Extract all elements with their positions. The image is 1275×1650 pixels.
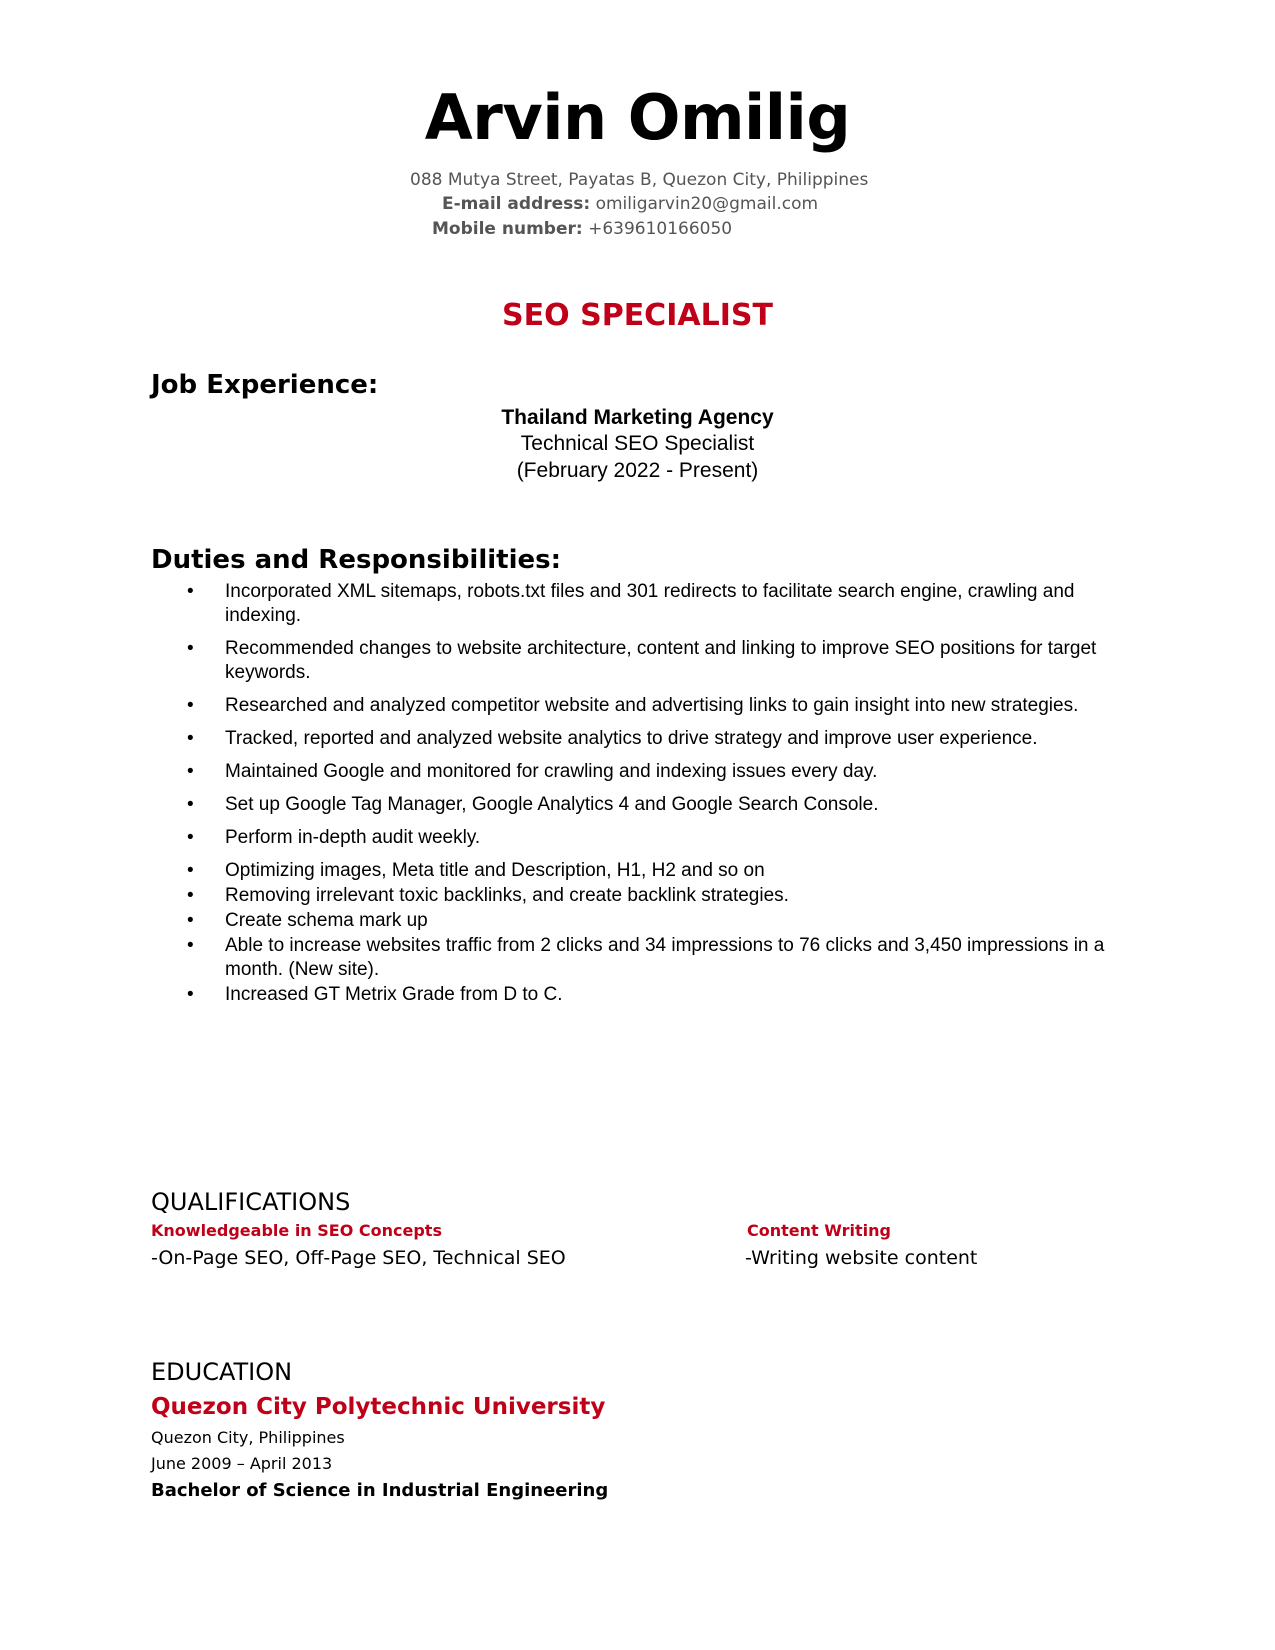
education-heading: EDUCATION [151, 1358, 293, 1386]
duty-item: • Optimizing images, Meta title and Description, H1, H2 and so on [151, 859, 1141, 883]
qualification-detail: -Writing website content [745, 1247, 978, 1269]
duty-item: • Incorporated XML sitemaps, robots.txt files and 301 redirects to facilitate search engine, crawling and indexing. [151, 580, 1141, 628]
qualifications-heading: QUALIFICATIONS [151, 1188, 351, 1216]
qualification-title: Content Writing [747, 1221, 891, 1240]
mobile-line [432, 217, 732, 241]
job-experience-heading: Job Experience: [151, 370, 379, 400]
company-name: Thailand Marketing Agency [501, 406, 774, 429]
qualification-detail: -On-Page SEO, Off-Page SEO, Technical SEO [151, 1247, 566, 1269]
education-dates: June 2009 – April 2013 [151, 1454, 333, 1473]
employment-period: (February 2022 - Present) [516, 459, 759, 482]
address: 088 Mutya Street, Payatas B, Quezon City, Philippines [410, 170, 869, 190]
email-line [442, 192, 818, 216]
qualification-title: Knowledgeable in SEO Concepts [151, 1221, 442, 1240]
job-title: SEO SPECIALIST [502, 298, 773, 333]
duty-item: • Set up Google Tag Manager, Google Analytics 4 and Google Search Console. [151, 793, 1141, 817]
mobile-label: Mobile number: [432, 219, 583, 239]
candidate-name: Arvin Omilig [424, 81, 851, 154]
degree: Bachelor of Science in Industrial Engineering [151, 1480, 609, 1501]
school-name: Quezon City Polytechnic University [151, 1394, 606, 1420]
duty-item: • Removing irrelevant toxic backlinks, and create backlink strategies. [151, 884, 1141, 908]
duty-item: • Perform in-depth audit weekly. [151, 826, 1141, 850]
duty-item: • Tracked, reported and analyzed website analytics to drive strategy and improve user experience. [151, 727, 1141, 751]
email-value: omiligarvin20@gmail.com [595, 194, 819, 214]
duty-item: • Recommended changes to website architecture, content and linking to improve SEO positions for target keywords. [151, 637, 1141, 685]
school-location: Quezon City, Philippines [151, 1428, 345, 1447]
duty-item: • Increased GT Metrix Grade from D to C. [151, 983, 1141, 1007]
duty-item: • Researched and analyzed competitor website and advertising links to gain insight into new strategies. [151, 694, 1141, 718]
mobile-value: +639610166050 [588, 219, 733, 239]
position-title: Technical SEO Specialist [520, 432, 755, 455]
duty-item: • Maintained Google and monitored for crawling and indexing issues every day. [151, 760, 1141, 784]
duties-list [151, 580, 1141, 1007]
duty-item: • Able to increase websites traffic from 2 clicks and 34 impressions to 76 clicks and 3,450 impressions in a month. (New site). [151, 934, 1141, 982]
duties-heading: Duties and Responsibilities: [151, 545, 562, 575]
duty-item: • Create schema mark up [151, 909, 1141, 933]
email-label: E-mail address: [442, 194, 591, 214]
